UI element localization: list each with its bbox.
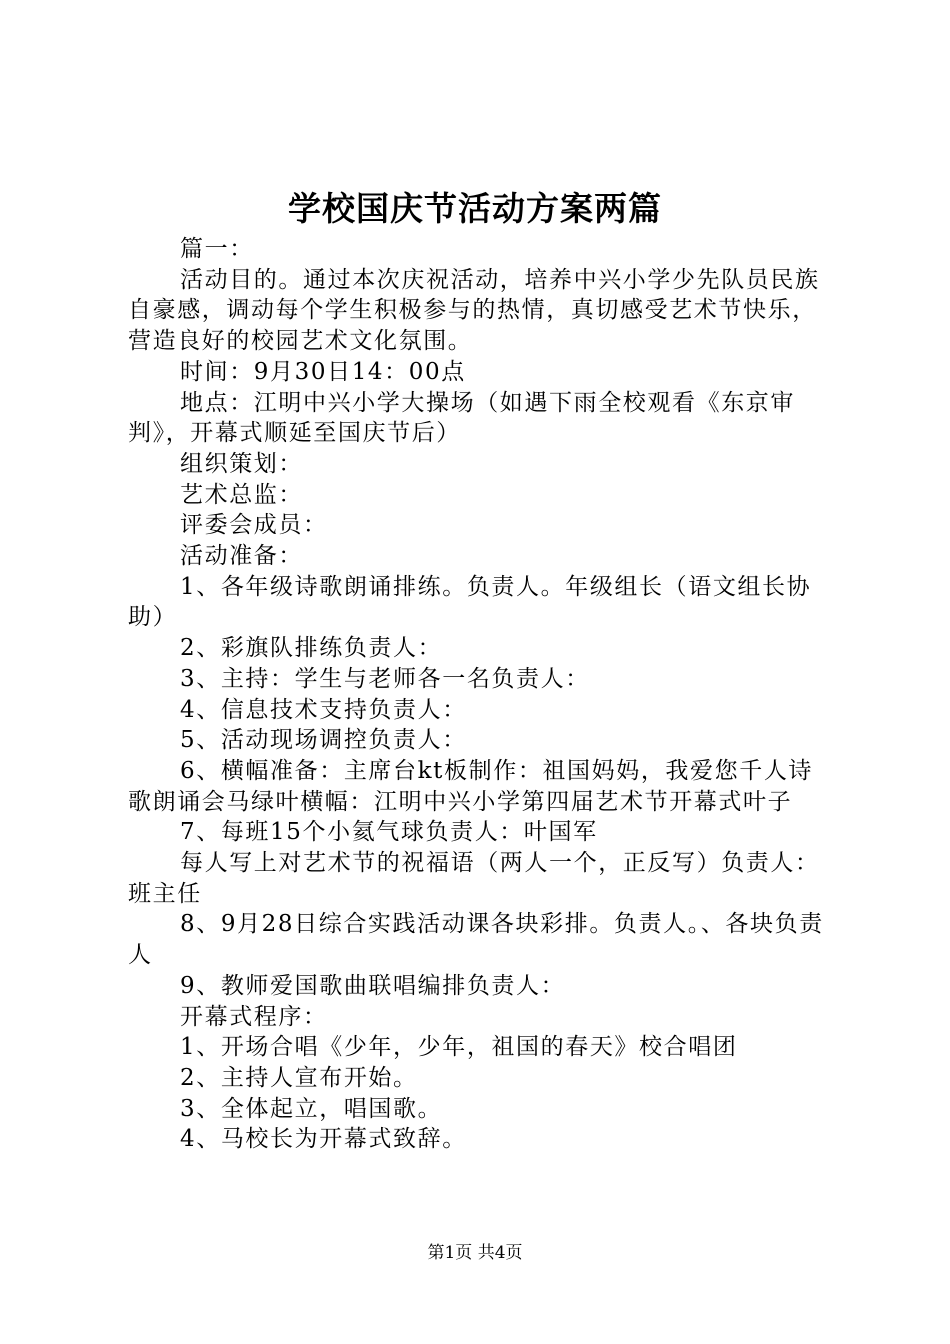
- paragraph: 开幕式程序：: [180, 1003, 328, 1030]
- paragraph: 6、横幅准备：主席台kt板制作：祖国妈妈，我爱您千人诗歌朗诵会马绿叶横幅：江明中兴小学第四届艺术节开幕式叶子: [128, 757, 814, 815]
- paragraph: 地点：江明中兴小学大操场（如遇下雨全校观看《东京审判》，开幕式顺延至国庆节后）: [128, 389, 795, 447]
- paragraph: 7、每班15个小氦气球负责人：叶国军: [180, 819, 598, 846]
- paragraph: 9、教师爱国歌曲联唱编排负责人：: [180, 972, 566, 999]
- paragraph: 艺术总监：: [180, 481, 303, 508]
- paragraph: 篇一：: [180, 236, 254, 262]
- paragraph: 活动目的。通过本次庆祝活动，培养中兴小学少先队员民族自豪感，调动每个学生积极参与的热情，真切感受艺术节快乐，营造良好的校园艺术文化氛围。: [128, 266, 820, 355]
- paragraph: 5、活动现场调控负责人：: [180, 727, 467, 754]
- paragraph: 每人写上对艺术节的祝福语（两人一个，正反写）负责人：班主任: [128, 850, 820, 907]
- paragraph: 8、9月28日综合实践活动课各块彩排。负责人。、各块负责人: [128, 911, 824, 969]
- paragraph: 1、各年级诗歌朗诵排练。负责人。年级组长（语文组长协助）: [128, 573, 812, 631]
- document-body: [128, 234, 836, 1155]
- paragraph: 时间：9月30日14：00点: [180, 358, 466, 385]
- page-title: 学校国庆节活动方案两篇: [288, 189, 662, 228]
- paragraph: 2、主持人宣布开始。: [180, 1064, 418, 1091]
- paragraph: 4、信息技术支持负责人：: [180, 696, 467, 723]
- paragraph: 2、彩旗队排练负责人：: [180, 635, 443, 662]
- paragraph: 评委会成员：: [180, 512, 328, 539]
- page-footer: 第1页 共4页: [427, 1243, 523, 1263]
- paragraph: 1、开场合唱《少年，少年，祖国的春天》校合唱团: [180, 1034, 738, 1061]
- paragraph: 活动准备：: [180, 543, 303, 570]
- paragraph: 组织策划：: [180, 450, 303, 477]
- paragraph: 3、全体起立，唱国歌。: [180, 1095, 443, 1122]
- paragraph: 4、马校长为开幕式致辞。: [180, 1126, 467, 1153]
- paragraph: 3、主持：学生与老师各一名负责人：: [180, 665, 590, 692]
